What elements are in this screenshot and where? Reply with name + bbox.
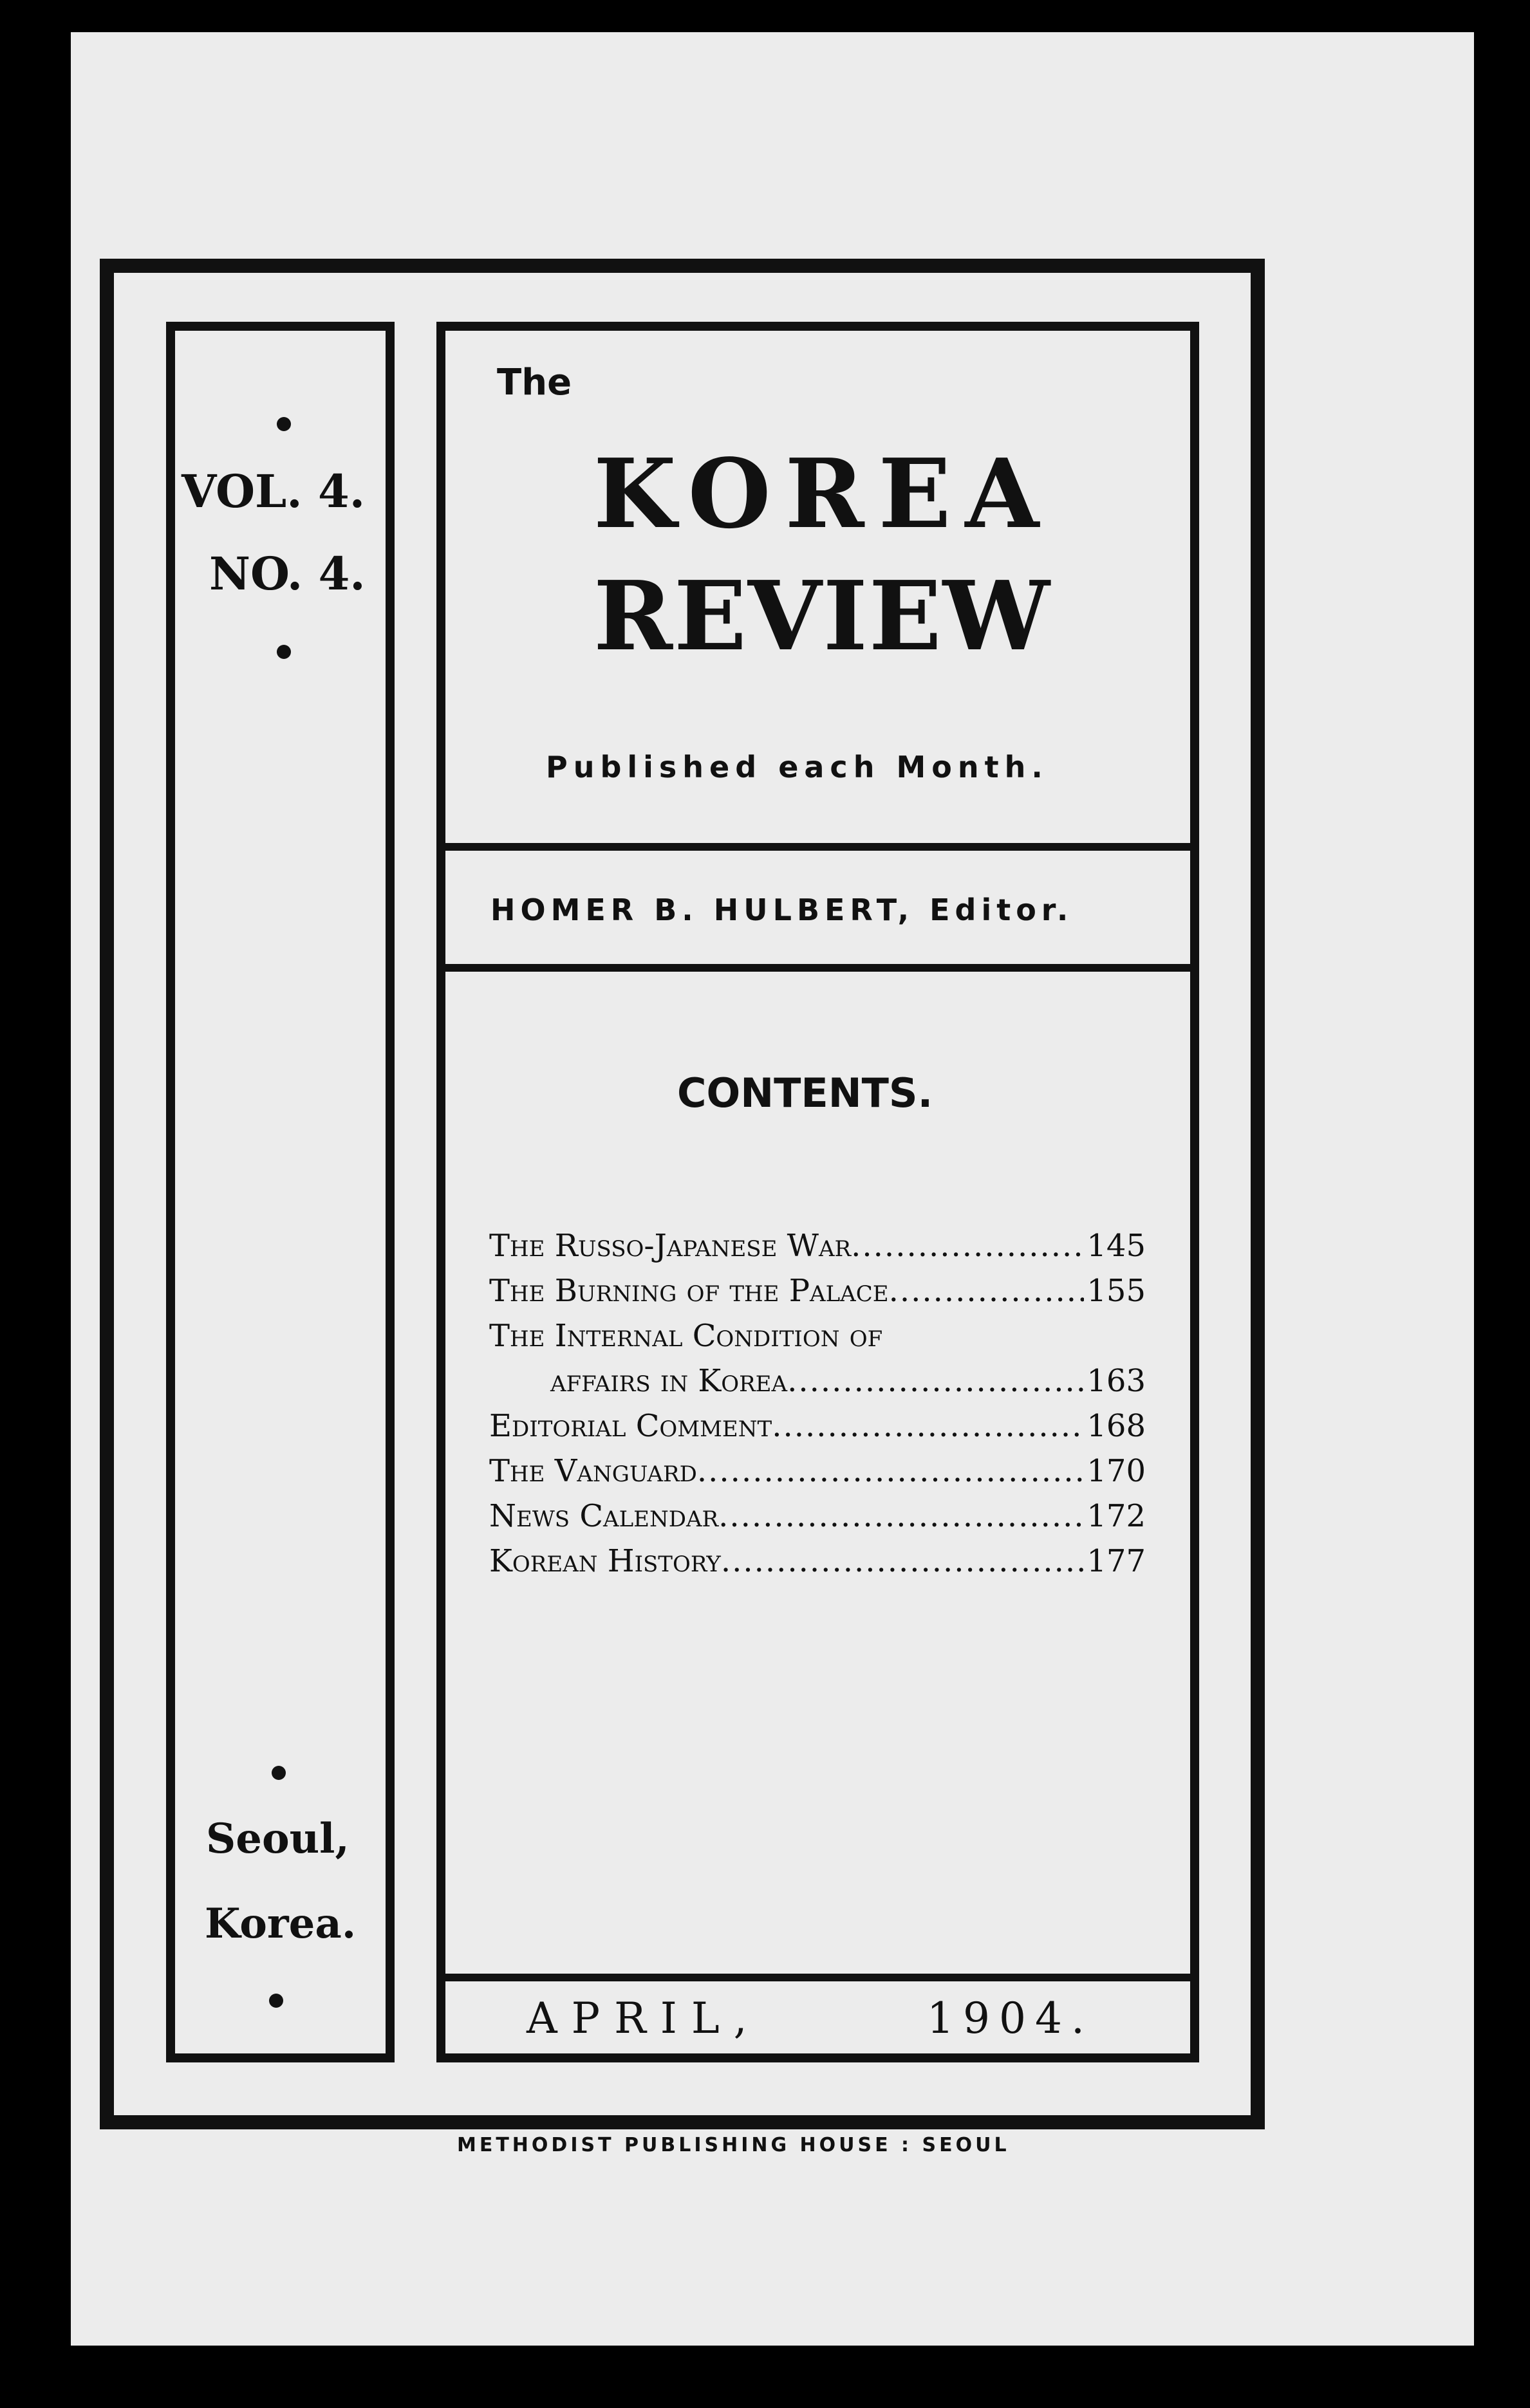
toc-page: 145 [1087, 1228, 1146, 1264]
issue-month: APRIL, [527, 1994, 761, 2043]
ornament-dot [272, 1766, 286, 1780]
city-label: Seoul, [206, 1815, 350, 1863]
toc-item [489, 1543, 1146, 1584]
toc-leader [772, 1408, 1084, 1444]
title-korea: KOREA [593, 438, 1054, 550]
toc-title: Korean History [489, 1543, 721, 1579]
toc-leader [718, 1498, 1084, 1534]
editor-name: HOMER B. HULBERT, Editor. [490, 893, 1074, 927]
volume-label: VOL. 4. [182, 465, 366, 518]
toc-item [489, 1228, 1146, 1269]
toc-page: 170 [1087, 1453, 1146, 1489]
toc-leader [851, 1228, 1084, 1264]
toc-page: 163 [1087, 1363, 1146, 1399]
toc-title: News Calendar [489, 1498, 719, 1534]
country-label: Korea. [205, 1900, 357, 1948]
toc-item [489, 1318, 1146, 1359]
divider-top [436, 843, 1199, 851]
title-article: The [497, 362, 572, 403]
ornament-dot [269, 1994, 283, 2008]
number-label: NO. 4. [209, 547, 366, 600]
toc-page: 177 [1087, 1543, 1146, 1579]
toc-title: The Vanguard [489, 1453, 697, 1489]
toc-title: affairs in Korea [550, 1363, 788, 1399]
toc-leader [889, 1273, 1085, 1309]
toc-page: 172 [1087, 1498, 1146, 1534]
toc-item [489, 1498, 1146, 1539]
toc-leader [721, 1543, 1085, 1579]
toc-title: The Russo-Japanese War [489, 1228, 852, 1264]
toc-item [489, 1453, 1146, 1494]
title-review: REVIEW [593, 560, 1051, 672]
publication-frequency: Published each Month. [546, 750, 1049, 784]
toc-page: 155 [1087, 1273, 1146, 1309]
divider-middle [436, 964, 1199, 972]
toc-page: 168 [1087, 1408, 1146, 1444]
toc-leader [697, 1453, 1084, 1489]
publisher-imprint: METHODIST PUBLISHING HOUSE : SEOUL [457, 2134, 1010, 2156]
toc-item [489, 1408, 1146, 1449]
contents-heading: CONTENTS. [677, 1070, 933, 1116]
issue-year: 1904. [927, 1994, 1094, 2043]
toc-item [550, 1363, 1146, 1404]
divider-bottom [436, 1974, 1199, 1981]
toc-item [489, 1273, 1146, 1314]
ornament-dot [277, 645, 291, 659]
toc-leader [787, 1363, 1084, 1399]
toc-title: The Internal Condition of [489, 1318, 883, 1354]
toc-title: Editorial Comment [489, 1408, 772, 1444]
ornament-dot [277, 417, 291, 431]
toc-title: The Burning of the Palace [489, 1273, 889, 1309]
